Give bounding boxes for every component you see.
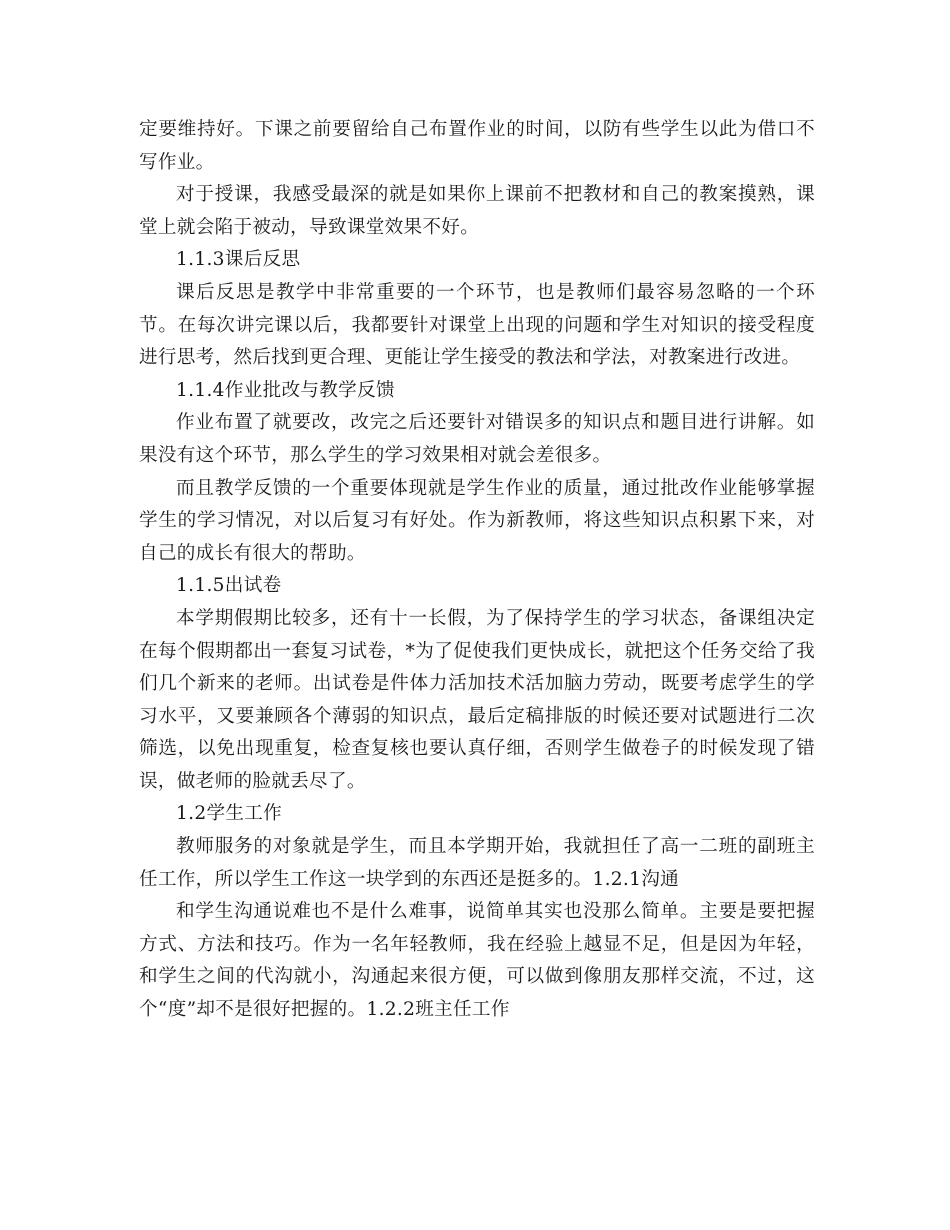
paragraph-exam: 本学期假期比较多，还有十一长假，为了保持学生的学习状态，备课组决定在每个假期都出一套复习试卷，*为了促使我们更快成长，就把这个任务交给了我们几个新来的老师。出试卷是件体力活加技术活加脑力劳动，既要考虑学生的学习水平，又要兼顾各个薄弱的知识点，最后定稿排版的时候还要对试题进行二次筛选，以免出现重复，检查复核也要认真仔细，否则学生做卷子的时候发现了错误，做老师的脸就丢尽了。: [139, 607, 815, 792]
section-heading-1-2: 1.2学生工作: [176, 803, 283, 825]
paragraph-teaching: 对于授课，我感受最深的就是如果你上课前不把教材和自己的教案摸熟，课堂上就会陷于被动，导致课堂效果不好。: [139, 184, 815, 238]
paragraph-reflection: 课后反思是教学中非常重要的一个环节，也是教师们最容易忽略的一个环节。在每次讲完课以后，我都要针对课堂上出现的问题和学生对知识的接受程度进行思考，然后找到更合理、更能让学生接受的教法和学法，对教案进行改进。: [139, 281, 815, 369]
section-heading-1-1-5: 1.1.5出试卷: [176, 575, 282, 597]
paragraph-feedback: 而且教学反馈的一个重要体现就是学生作业的质量，通过批改作业能够掌握学生的学习情况，对以后复习有好处。作为新教师，将这些知识点积累下来，对自己的成长有很大的帮助。: [139, 477, 815, 564]
paragraph-continuation: 定要维持好。下课之前要留给自己布置作业的时间，以防有些学生以此为借口不写作业。: [139, 119, 815, 173]
document-body: [139, 114, 815, 1027]
paragraph-homework: 作业布置了就要改，改完之后还要针对错误多的知识点和题目进行讲解。如果没有这个环节，那么学生的学习效果相对就会差很多。: [139, 412, 815, 466]
section-heading-1-1-4: 1.1.4作业批改与教学反馈: [176, 379, 395, 401]
paragraph-communication: 和学生沟通说难也不是什么难事，说简单其实也没那么简单。主要是要把握方式、方法和技巧。作为一名年轻教师，我在经验上越显不足，但是因为年轻，和学生之间的代沟就小，沟通起来很方便，可以做到像朋友那样交流，不过，这个“度”却不是很好把握的。1.2.2班主任工作: [139, 901, 815, 1021]
section-heading-1-1-3: 1.1.3课后反思: [176, 249, 301, 271]
paragraph-student-work: 教师服务的对象就是学生，而且本学期开始，我就担任了高一二班的副班主任工作，所以学生工作这一块学到的东西还是挺多的。1.2.1沟通: [139, 836, 815, 890]
